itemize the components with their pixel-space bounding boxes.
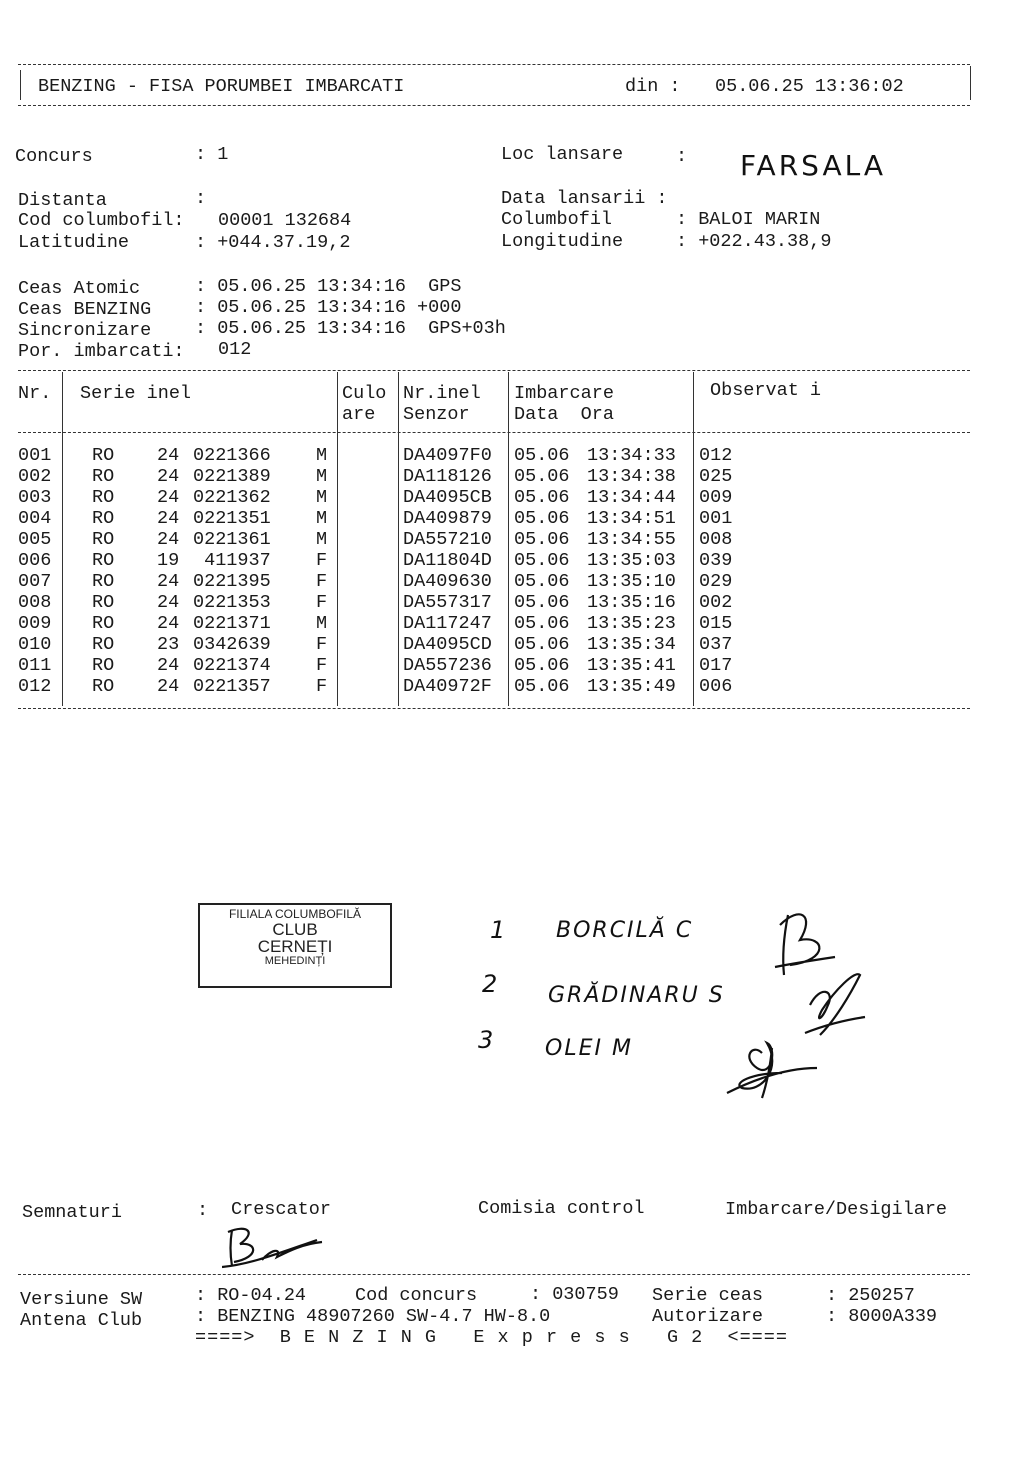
autorizare-value: : 8000A339 bbox=[826, 1306, 938, 1327]
semnaturi-label: Semnaturi bbox=[22, 1202, 122, 1223]
th-nr: Nr. bbox=[18, 383, 52, 404]
row-observatii: 029 bbox=[699, 571, 733, 592]
row-senzor: DA409630 bbox=[403, 571, 492, 592]
row-ora: 13:35:49 bbox=[587, 676, 676, 697]
row-tara: RO bbox=[92, 550, 115, 571]
row-tara: RO bbox=[92, 508, 115, 529]
row-an: 24 bbox=[157, 487, 180, 508]
ceas-atomic-label: Ceas Atomic bbox=[18, 278, 141, 299]
print-timestamp: 05.06.25 13:36:02 bbox=[715, 76, 904, 97]
row-observatii: 009 bbox=[699, 487, 733, 508]
row-an: 24 bbox=[157, 445, 180, 466]
header-top-border bbox=[18, 64, 970, 65]
col-divider-senzor bbox=[508, 372, 509, 706]
col-divider-nr bbox=[62, 372, 63, 706]
th-culoare-1: Culo bbox=[342, 383, 387, 404]
col-divider-culoare bbox=[398, 372, 399, 706]
row-data: 05.06 bbox=[514, 466, 570, 487]
row-sex: F bbox=[316, 676, 328, 697]
por-imbarcati-value: 012 bbox=[218, 339, 252, 360]
latitudine-label: Latitudine bbox=[18, 232, 130, 253]
table-top-border bbox=[18, 370, 970, 371]
row-tara: RO bbox=[92, 445, 115, 466]
row-data: 05.06 bbox=[514, 655, 570, 676]
th-serie-inel: Serie inel bbox=[80, 383, 192, 404]
row-ora: 13:35:41 bbox=[587, 655, 676, 676]
row-an: 24 bbox=[157, 529, 180, 550]
row-serie: 0221357 bbox=[193, 676, 271, 697]
row-an: 23 bbox=[157, 634, 180, 655]
stamp-line-1: FILIALA COLUMBOFILĂ bbox=[228, 907, 362, 921]
row-tara: RO bbox=[92, 676, 115, 697]
signature-3 bbox=[722, 1038, 822, 1103]
versiune-sw-value: : RO-04.24 bbox=[195, 1285, 307, 1306]
stamp-line-3: CERNEȚI bbox=[257, 937, 333, 957]
row-sex: F bbox=[316, 655, 328, 676]
columbofil-value: : BALOI MARIN bbox=[676, 209, 821, 230]
row-nr: 011 bbox=[18, 655, 52, 676]
row-data: 05.06 bbox=[514, 634, 570, 655]
row-observatii: 015 bbox=[699, 613, 733, 634]
row-observatii: 039 bbox=[699, 550, 733, 571]
por-imbarcati-label: Por. imbarcati: bbox=[18, 341, 185, 362]
row-sex: M bbox=[316, 487, 328, 508]
footer-top-border bbox=[18, 1274, 970, 1275]
row-serie: 0221371 bbox=[193, 613, 271, 634]
commission-name-3: OLEI M bbox=[545, 1036, 633, 1061]
row-data: 05.06 bbox=[514, 487, 570, 508]
columbofil-label: Columbofil bbox=[501, 209, 613, 230]
row-data: 05.06 bbox=[514, 571, 570, 592]
row-observatii: 025 bbox=[699, 466, 733, 487]
row-senzor: DA557210 bbox=[403, 529, 492, 550]
antena-club-value: : BENZING 48907260 SW-4.7 HW-8.0 bbox=[195, 1306, 551, 1327]
row-sex: M bbox=[316, 445, 328, 466]
benzing-banner: ====> B E N Z I N G E x p r e s s G 2 <==== bbox=[195, 1327, 788, 1348]
th-culoare-2: are bbox=[342, 404, 376, 425]
row-serie: 0221366 bbox=[193, 445, 271, 466]
comisia-control-label: Comisia control bbox=[478, 1198, 645, 1219]
commission-name-2: GRĂDINARU S bbox=[548, 983, 725, 1008]
row-nr: 012 bbox=[18, 676, 52, 697]
row-senzor: DA4095CB bbox=[403, 487, 492, 508]
row-serie: 0221351 bbox=[193, 508, 271, 529]
row-ora: 13:34:44 bbox=[587, 487, 676, 508]
row-tara: RO bbox=[92, 466, 115, 487]
row-nr: 002 bbox=[18, 466, 52, 487]
row-observatii: 017 bbox=[699, 655, 733, 676]
row-observatii: 008 bbox=[699, 529, 733, 550]
row-data: 05.06 bbox=[514, 445, 570, 466]
row-an: 24 bbox=[157, 613, 180, 634]
row-senzor: DA557236 bbox=[403, 655, 492, 676]
th-imbarcare-1: Imbarcare bbox=[514, 383, 614, 404]
ceas-benzing-label: Ceas BENZING bbox=[18, 299, 152, 320]
crescator-signature bbox=[222, 1222, 332, 1272]
loc-lansare-colon: : bbox=[676, 146, 688, 167]
row-ora: 13:35:03 bbox=[587, 550, 676, 571]
loc-lansare-label: Loc lansare bbox=[501, 144, 624, 165]
versiune-sw-label: Versiune SW bbox=[20, 1289, 143, 1310]
col-divider-imbarcare bbox=[693, 372, 694, 706]
row-ora: 13:34:51 bbox=[587, 508, 676, 529]
row-serie: 0221362 bbox=[193, 487, 271, 508]
row-ora: 13:35:23 bbox=[587, 613, 676, 634]
antena-club-label: Antena Club bbox=[20, 1310, 143, 1331]
row-senzor: DA11804D bbox=[403, 550, 492, 571]
concurs-value: : 1 bbox=[195, 144, 229, 165]
autorizare-label: Autorizare bbox=[652, 1306, 764, 1327]
row-sex: M bbox=[316, 508, 328, 529]
loc-lansare-handwritten: FARSALA bbox=[740, 149, 886, 182]
row-tara: RO bbox=[92, 613, 115, 634]
distanta-value: : bbox=[195, 188, 207, 209]
row-data: 05.06 bbox=[514, 676, 570, 697]
row-sex: M bbox=[316, 466, 328, 487]
row-observatii: 037 bbox=[699, 634, 733, 655]
cod-concurs-value: : 030759 bbox=[530, 1284, 619, 1305]
ceas-benzing-value: : 05.06.25 13:34:16 +000 bbox=[195, 297, 462, 318]
row-nr: 008 bbox=[18, 592, 52, 613]
row-ora: 13:34:33 bbox=[587, 445, 676, 466]
row-data: 05.06 bbox=[514, 550, 570, 571]
ceas-atomic-value: : 05.06.25 13:34:16 GPS bbox=[195, 276, 462, 297]
row-tara: RO bbox=[92, 655, 115, 676]
stamp-line-2: CLUB bbox=[272, 919, 318, 939]
row-nr: 007 bbox=[18, 571, 52, 592]
row-an: 24 bbox=[157, 676, 180, 697]
row-serie: 0221353 bbox=[193, 592, 271, 613]
row-sex: F bbox=[316, 571, 328, 592]
commission-number-1: 1 bbox=[490, 916, 506, 944]
commission-number-3: 3 bbox=[478, 1026, 494, 1054]
header-right-border bbox=[970, 66, 971, 100]
din-label: din : bbox=[625, 76, 681, 97]
data-lansarii-label: Data lansarii : bbox=[501, 188, 668, 209]
row-sex: M bbox=[316, 529, 328, 550]
row-senzor: DA4097F0 bbox=[403, 445, 492, 466]
distanta-label: Distanta bbox=[18, 190, 107, 211]
row-nr: 005 bbox=[18, 529, 52, 550]
commission-name-1: BORCILĂ C bbox=[556, 918, 694, 943]
row-data: 05.06 bbox=[514, 613, 570, 634]
longitudine-value: : +022.43.38,9 bbox=[676, 231, 832, 252]
crescator-label: Crescator bbox=[231, 1199, 331, 1220]
row-tara: RO bbox=[92, 571, 115, 592]
serie-ceas-value: : 250257 bbox=[826, 1285, 915, 1306]
row-senzor: DA4095CD bbox=[403, 634, 492, 655]
row-senzor: DA118126 bbox=[403, 466, 492, 487]
row-ora: 13:35:10 bbox=[587, 571, 676, 592]
row-tara: RO bbox=[92, 529, 115, 550]
row-serie: 0221361 bbox=[193, 529, 271, 550]
row-ora: 13:34:55 bbox=[587, 529, 676, 550]
signature-2 bbox=[800, 965, 870, 1040]
row-data: 05.06 bbox=[514, 529, 570, 550]
row-tara: RO bbox=[92, 592, 115, 613]
header-bottom-border bbox=[18, 105, 970, 106]
semnaturi-colon: : bbox=[197, 1200, 209, 1221]
row-observatii: 002 bbox=[699, 592, 733, 613]
row-nr: 003 bbox=[18, 487, 52, 508]
row-nr: 004 bbox=[18, 508, 52, 529]
row-tara: RO bbox=[92, 487, 115, 508]
longitudine-label: Longitudine bbox=[501, 231, 624, 252]
cod-columbofil-label: Cod columbofil: bbox=[18, 210, 185, 231]
row-nr: 001 bbox=[18, 445, 52, 466]
row-an: 24 bbox=[157, 655, 180, 676]
row-nr: 006 bbox=[18, 550, 52, 571]
commission-number-2: 2 bbox=[482, 970, 498, 998]
concurs-label: Concurs bbox=[15, 146, 93, 167]
row-sex: F bbox=[316, 634, 328, 655]
row-an: 19 bbox=[157, 550, 180, 571]
row-senzor: DA117247 bbox=[403, 613, 492, 634]
row-senzor: DA557317 bbox=[403, 592, 492, 613]
row-ora: 13:34:38 bbox=[587, 466, 676, 487]
row-serie: 411937 bbox=[193, 550, 271, 571]
row-senzor: DA40972F bbox=[403, 676, 492, 697]
row-an: 24 bbox=[157, 508, 180, 529]
row-data: 05.06 bbox=[514, 592, 570, 613]
row-ora: 13:35:34 bbox=[587, 634, 676, 655]
cod-concurs-label: Cod concurs bbox=[355, 1285, 478, 1306]
row-serie: 0221389 bbox=[193, 466, 271, 487]
cod-columbofil-value: 00001 132684 bbox=[218, 210, 352, 231]
sincronizare-label: Sincronizare bbox=[18, 320, 152, 341]
sincronizare-value: : 05.06.25 13:34:16 GPS+03h bbox=[195, 318, 506, 339]
row-sex: M bbox=[316, 613, 328, 634]
latitudine-value: : +044.37.19,2 bbox=[195, 232, 351, 253]
row-serie: 0221374 bbox=[193, 655, 271, 676]
document-title: BENZING - FISA PORUMBEI IMBARCATI bbox=[38, 76, 405, 97]
row-observatii: 012 bbox=[699, 445, 733, 466]
row-nr: 009 bbox=[18, 613, 52, 634]
th-nrinel-2: Senzor bbox=[403, 404, 470, 425]
row-an: 24 bbox=[157, 592, 180, 613]
col-divider-serie bbox=[337, 372, 338, 706]
row-sex: F bbox=[316, 592, 328, 613]
row-senzor: DA409879 bbox=[403, 508, 492, 529]
row-serie: 0221395 bbox=[193, 571, 271, 592]
row-an: 24 bbox=[157, 571, 180, 592]
row-observatii: 001 bbox=[699, 508, 733, 529]
serie-ceas-label: Serie ceas bbox=[652, 1285, 764, 1306]
th-observatii: Observat i bbox=[710, 380, 822, 401]
row-serie: 0342639 bbox=[193, 634, 271, 655]
row-an: 24 bbox=[157, 466, 180, 487]
table-bottom-border bbox=[18, 708, 970, 709]
club-stamp bbox=[198, 903, 392, 988]
stamp-line-4: MEHEDINȚI bbox=[264, 955, 326, 968]
table-header-border bbox=[18, 432, 970, 433]
row-sex: F bbox=[316, 550, 328, 571]
th-nrinel-1: Nr.inel bbox=[403, 383, 481, 404]
row-observatii: 006 bbox=[699, 676, 733, 697]
th-imbarcare-2: Data Ora bbox=[514, 404, 614, 425]
row-ora: 13:35:16 bbox=[587, 592, 676, 613]
row-tara: RO bbox=[92, 634, 115, 655]
row-nr: 010 bbox=[18, 634, 52, 655]
header-left-border bbox=[20, 70, 21, 100]
imbarcare-desigilare-label: Imbarcare/Desigilare bbox=[725, 1199, 948, 1220]
row-data: 05.06 bbox=[514, 508, 570, 529]
